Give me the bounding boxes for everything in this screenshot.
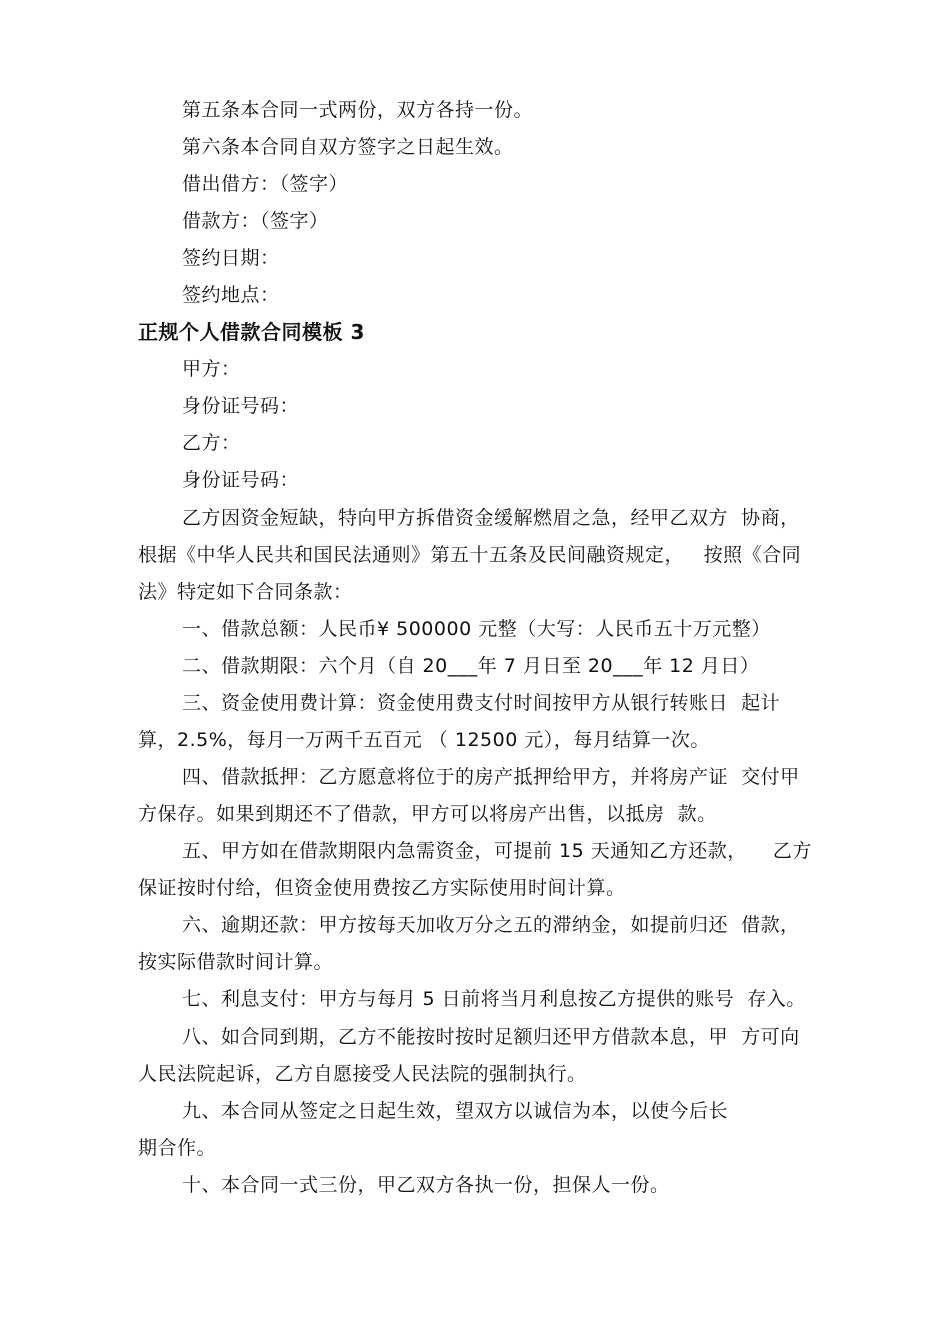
term-6-line-2: 按实际借款时间计算。 (138, 951, 334, 973)
preamble-line-2: 根据《中华人民共和国民法通则》第五十五条及民间融资规定， 按照《合同 (138, 544, 802, 566)
term-9-line-1: 九、本合同从签定之日起生效，望双方以诚信为本，以使今后长 (182, 1100, 729, 1122)
preamble-line-1: 乙方因资金短缺，特向甲方拆借资金缓解燃眉之急，经甲乙双方 协商， (182, 507, 800, 529)
term-1: 一、借款总额：人民币¥ 500000 元整（大写：人民币五十万元整） (182, 618, 771, 640)
term-5-line-1: 五、甲方如在借款期限内急需资金，可提前 15 天通知乙方还款， 乙方 (182, 840, 812, 862)
term-8-line-2: 人民法院起诉，乙方自愿接受人民法院的强制执行。 (138, 1063, 587, 1085)
clause-5: 第五条本合同一式两份，双方各持一份。 (182, 99, 534, 121)
party-b-id: 身份证号码： (182, 469, 300, 491)
term-7: 七、利息支付：甲方与每月 5 日前将当月利息按乙方提供的账号 存入。 (182, 988, 806, 1010)
clause-6: 第六条本合同自双方签字之日起生效。 (182, 136, 514, 158)
borrower-signature: 借款方：（签字） (182, 210, 329, 232)
party-a-id: 身份证号码： (182, 395, 300, 417)
party-b: 乙方： (182, 432, 241, 454)
term-5-line-2: 保证按时付给，但资金使用费按乙方实际使用时间计算。 (138, 877, 626, 899)
term-3-line-2: 算，2.5%，每月一万两千五百元 （ 12500 元），每月结算一次。 (138, 729, 710, 751)
preamble-line-3: 法》特定如下合同条款： (138, 581, 353, 603)
term-4-line-1: 四、借款抵押：乙方愿意将位于的房产抵押给甲方，并将房产证 交付甲 (182, 766, 800, 788)
term-3-line-1: 三、资金使用费计算：资金使用费支付时间按甲方从银行转账日 起计 (182, 692, 781, 714)
term-9-line-2: 期合作。 (138, 1137, 217, 1159)
term-10: 十、本合同一式三份，甲乙双方各执一份，担保人一份。 (182, 1174, 670, 1196)
term-2: 二、借款期限：六个月（自 20___年 7 月日至 20___年 12 月日） (182, 655, 760, 677)
term-8-line-1: 八、如合同到期，乙方不能按时按时足额归还甲方借款本息，甲 方可向 (182, 1026, 800, 1048)
term-4-line-2: 方保存。如果到期还不了借款，甲方可以将房产出售，以抵房 款。 (138, 803, 717, 825)
section-heading: 正规个人借款合同模板 3 (138, 320, 365, 344)
term-6-line-1: 六、逾期还款：甲方按每天加收万分之五的滞纳金，如提前归还 借款， (182, 914, 800, 936)
party-a: 甲方： (182, 358, 241, 380)
signing-date: 签约日期： (182, 247, 280, 269)
signing-place: 签约地点： (182, 284, 280, 306)
lender-signature: 借出借方：（签字） (182, 173, 349, 195)
